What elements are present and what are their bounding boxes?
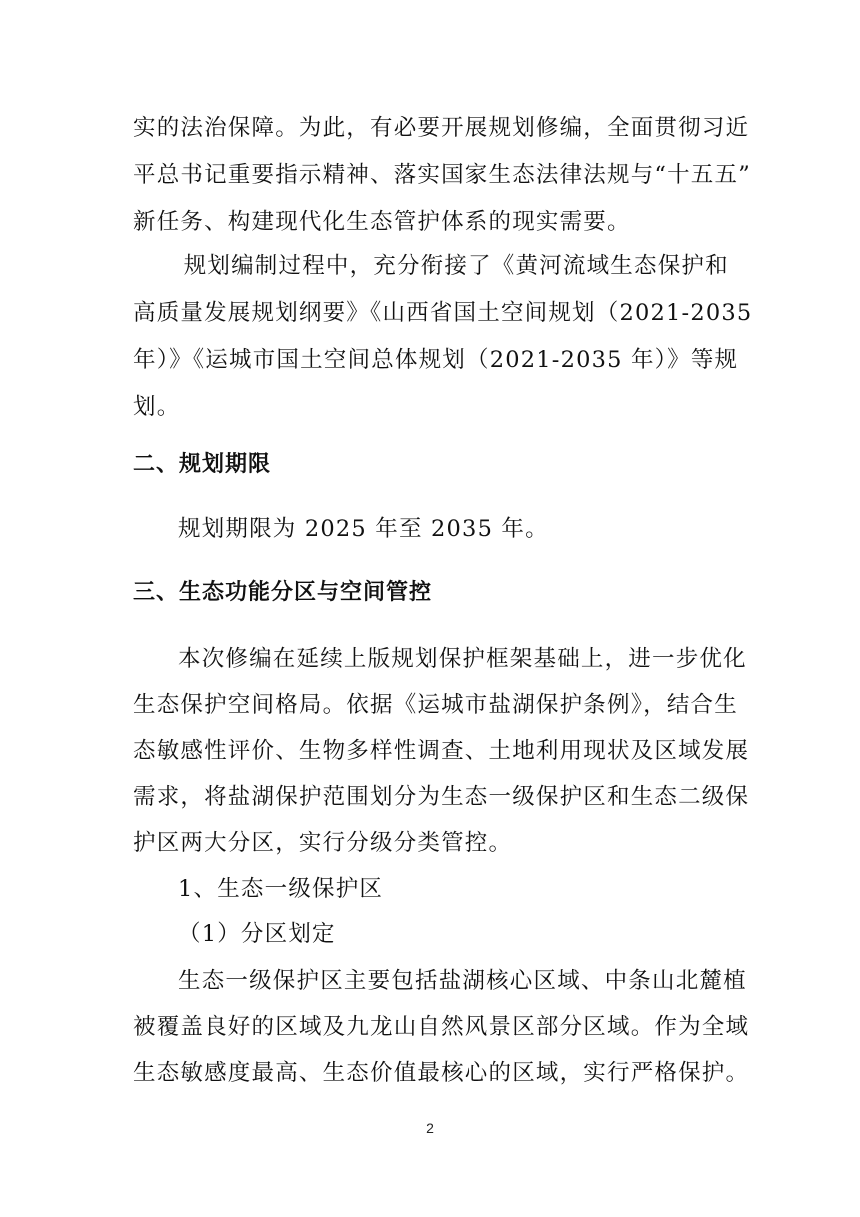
paragraph-line: 平总书记重要指示精神、落实国家生态法律法规与“十五五” bbox=[133, 162, 751, 188]
paragraph-line: 规划期限为 2025 年至 2035 年。 bbox=[178, 516, 549, 542]
paragraph-line: 划。 bbox=[133, 394, 181, 420]
paragraph-line: 生态一级保护区主要包括盐湖核心区域、中条山北麓植 bbox=[178, 968, 747, 994]
paragraph-line: 新任务、构建现代化生态管护体系的现实需要。 bbox=[133, 209, 631, 235]
paragraph-line: 高质量发展规划纲要》《山西省国土空间规划（2021-2035 bbox=[133, 300, 753, 326]
paragraph-line: 年）》《运城市国土空间总体规划（2021-2035 年）》等规 bbox=[133, 347, 739, 373]
paragraph-line: 被覆盖良好的区域及九龙山自然风景区部分区域。作为全域 bbox=[133, 1014, 750, 1040]
section-heading: 二、规划期限 bbox=[133, 452, 272, 477]
section-heading: 三、生态功能分区与空间管控 bbox=[133, 580, 433, 605]
page-number: 2 bbox=[426, 1120, 434, 1136]
paragraph-line: 规划编制过程中，充分衔接了《黄河流域生态保护和 bbox=[160, 253, 729, 279]
paragraph-line: 生态保护空间格局。依据《运城市盐湖保护条例》，结合生 bbox=[133, 692, 738, 718]
paragraph-line: 实的法治保障。为此，有必要开展规划修编，全面贯彻习近 bbox=[133, 115, 750, 141]
sub-heading: （1）分区划定 bbox=[178, 921, 336, 947]
paragraph-line: 态敏感性评价、生物多样性调查、土地利用现状及区域发展 bbox=[133, 738, 750, 764]
paragraph-line: 本次修编在延续上版规划保护框架基础上，进一步优化 bbox=[178, 646, 747, 672]
paragraph-line: 需求，将盐湖保护范围划分为生态一级保护区和生态二级保 bbox=[133, 784, 750, 810]
list-heading: 1、生态一级保护区 bbox=[178, 876, 384, 902]
paragraph-line: 护区两大分区，实行分级分类管控。 bbox=[133, 830, 513, 856]
paragraph-line: 生态敏感度最高、生态价值最核心的区域，实行严格保护。 bbox=[133, 1060, 750, 1086]
